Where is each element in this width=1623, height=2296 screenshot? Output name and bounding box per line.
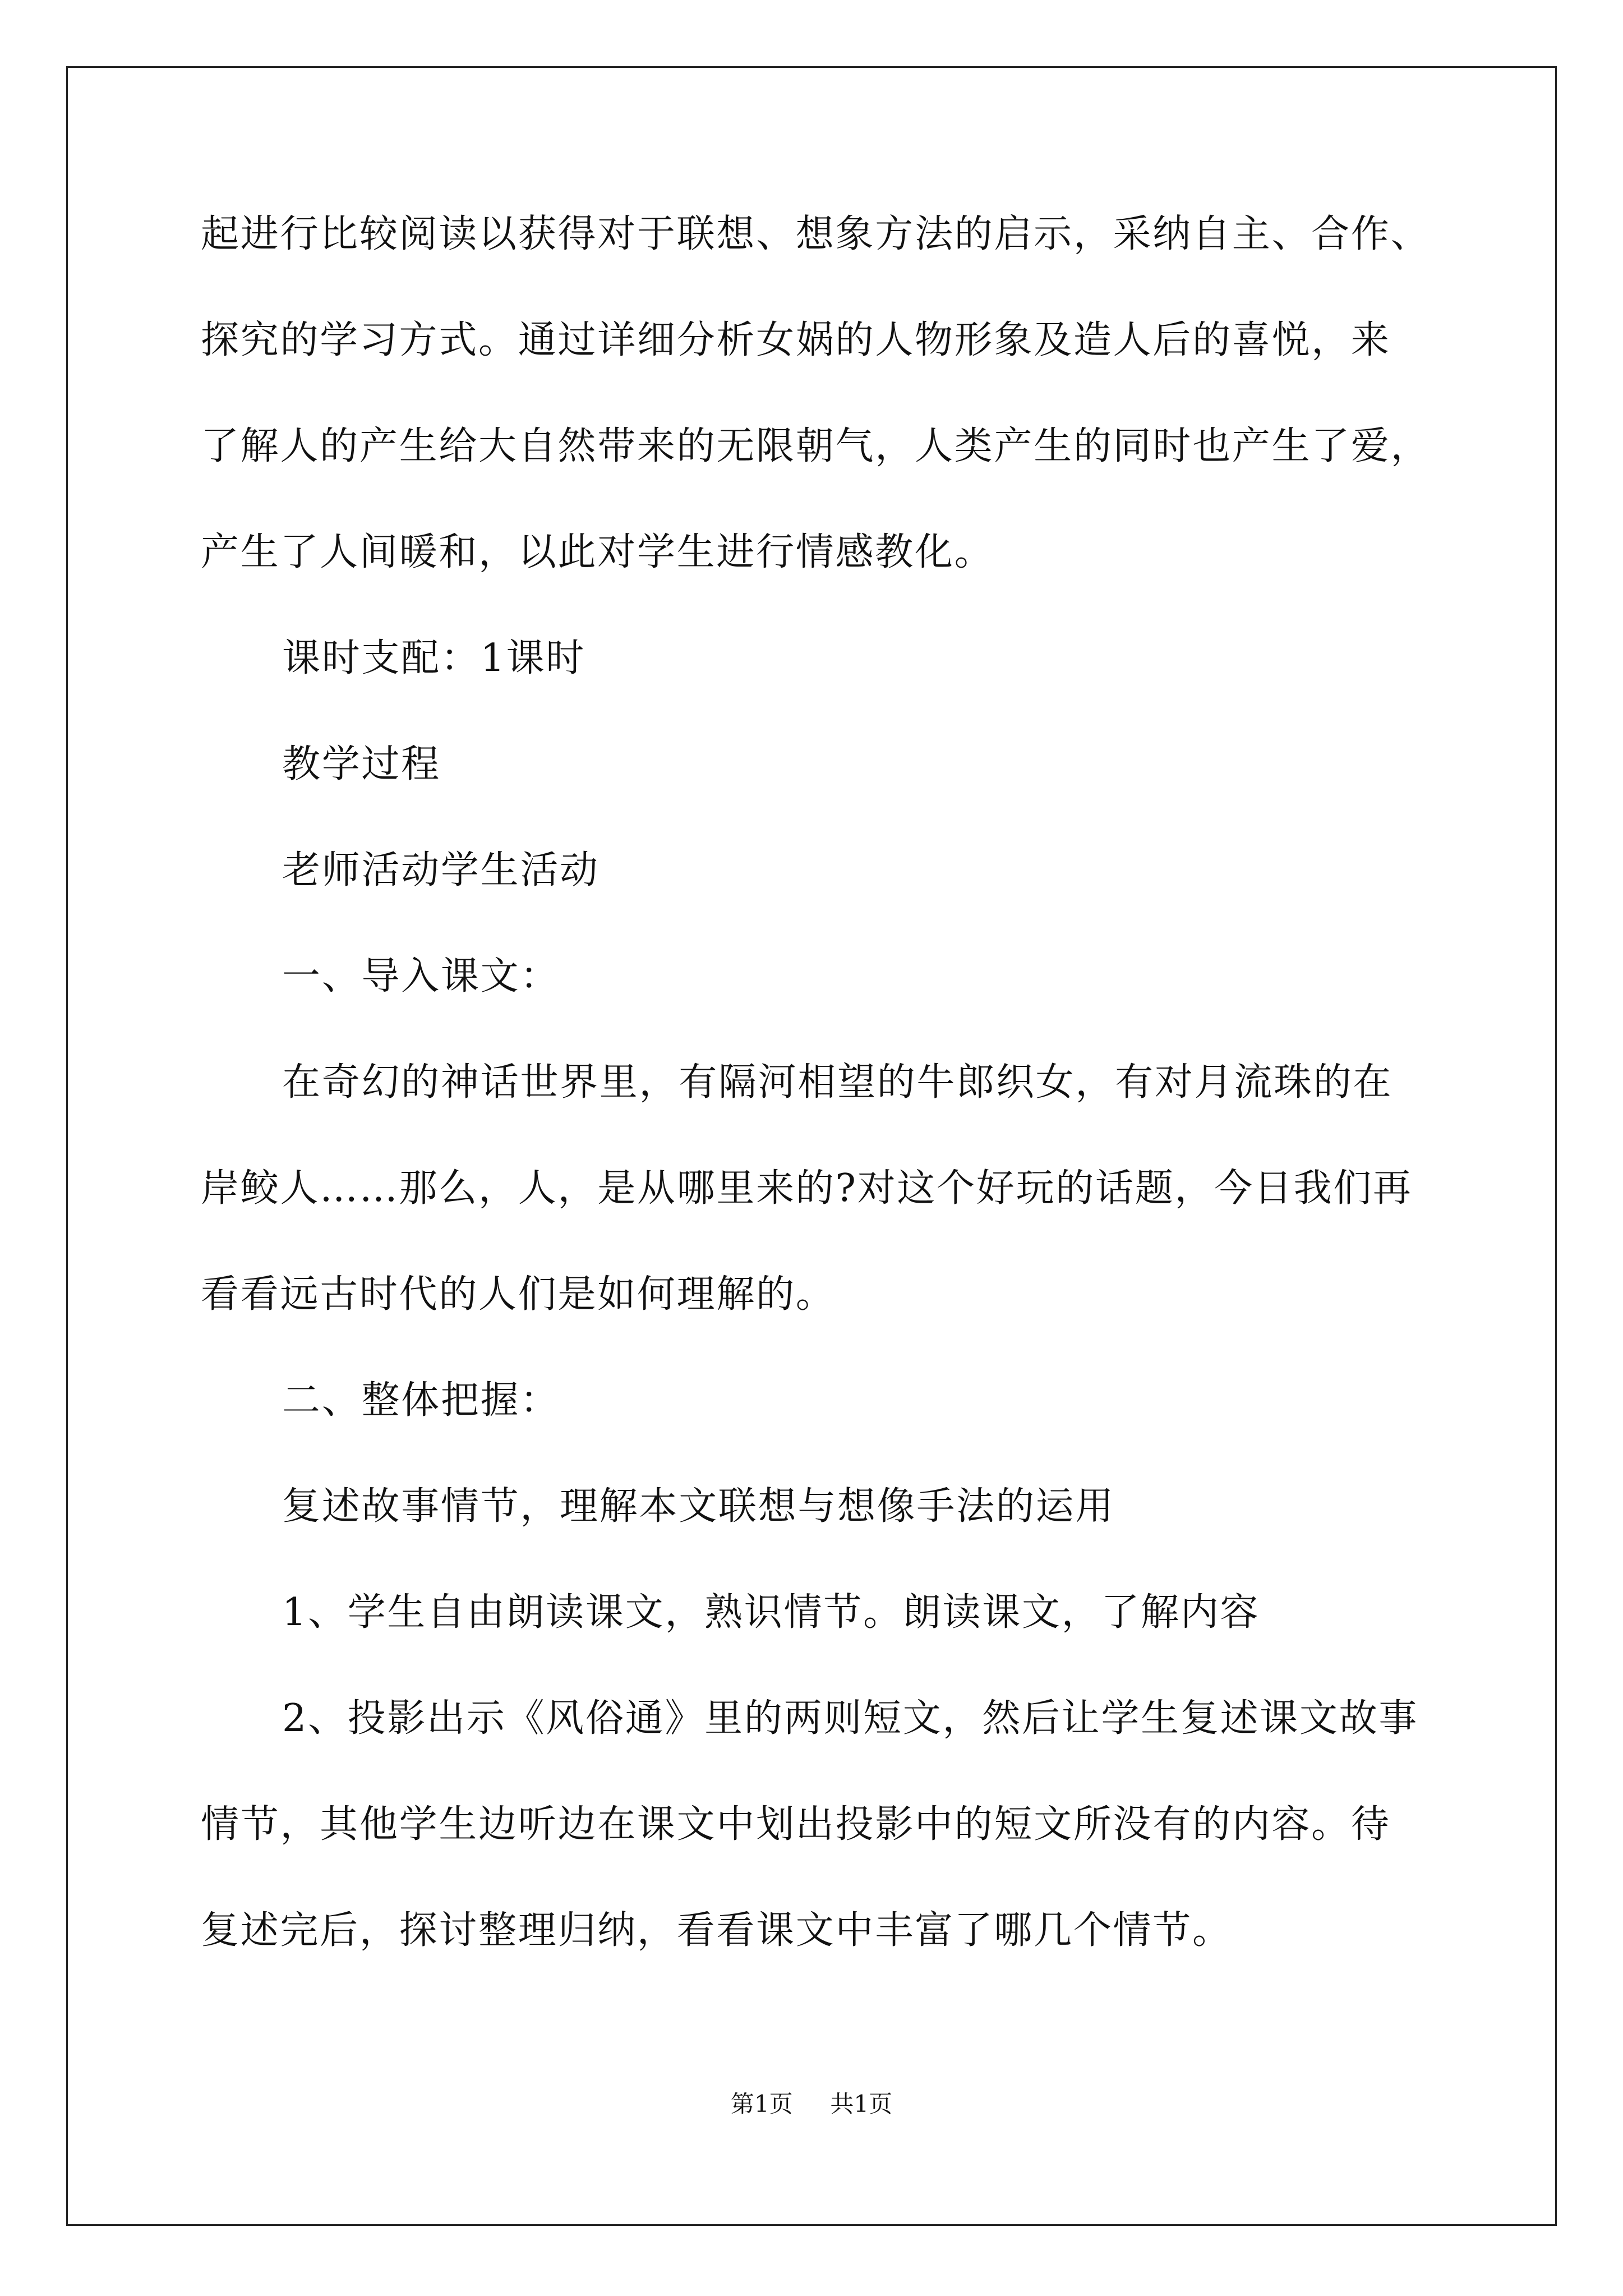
text-line: 课时支配：1课时	[282, 636, 586, 680]
text-line: 复述完后，探讨整理归纳，看看课文中丰富了哪几个情节。	[201, 1908, 1232, 1953]
text-line: 看看远古时代的人们是如何理解的。	[201, 1272, 836, 1317]
page-total: 共1页	[830, 2090, 893, 2118]
page-number: 第1页	[730, 2090, 793, 2118]
text-line: 1、学生自由朗读课文，熟识情节。朗读课文，了解内容	[282, 1590, 1260, 1635]
text-line: 老师活动学生活动	[282, 848, 600, 892]
text-line: 探究的学习方式。通过详细分析女娲的人物形象及造人后的喜悦，来	[201, 318, 1391, 362]
text-line: 情节，其他学生边听边在课文中划出投影中的短文所没有的内容。待	[201, 1802, 1391, 1847]
section-heading: 二、整体把握：	[282, 1378, 560, 1423]
text-line: 起进行比较阅读以获得对于联想、想象方法的启示，采纳自主、合作、	[201, 212, 1431, 256]
text-line: 岸鲛人……那么，人，是从哪里来的?对这个好玩的话题，今日我们再	[201, 1166, 1413, 1211]
document-body	[201, 213, 1468, 1952]
text-line: 产生了人间暖和，以此对学生进行情感教化。	[201, 530, 994, 574]
text-line: 2、投影出示《风俗通》里的两则短文，然后让学生复述课文故事	[282, 1696, 1419, 1741]
section-heading: 教学过程	[282, 742, 441, 786]
section-heading: 一、导入课文：	[282, 954, 560, 999]
text-line: 在奇幻的神话世界里，有隔河相望的牛郎织女，有对月流珠的在	[282, 1060, 1393, 1105]
text-line: 复述故事情节，理解本文联想与想像手法的运用	[282, 1484, 1115, 1529]
page-footer	[0, 2090, 1623, 2118]
text-line: 了解人的产生给大自然带来的无限朝气，人类产生的同时也产生了爱，	[201, 424, 1431, 468]
